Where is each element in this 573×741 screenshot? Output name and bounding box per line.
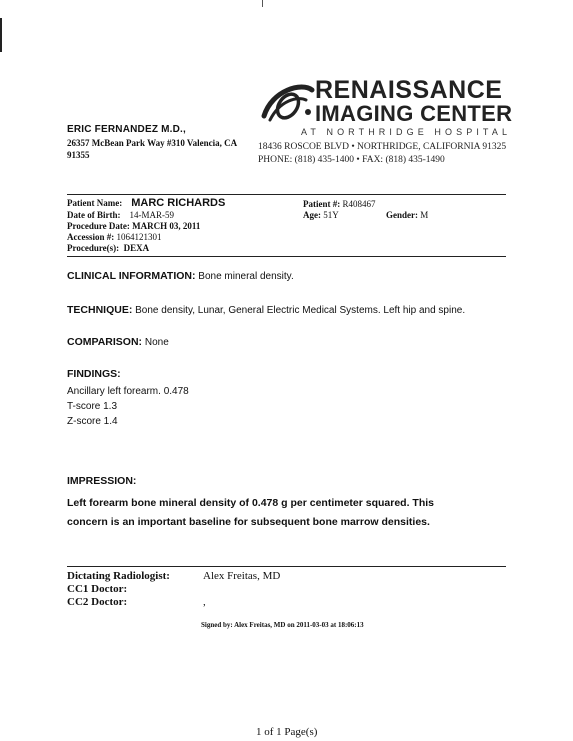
impression-line: Left forearm bone mineral density of 0.478 g per centimeter squared. This — [67, 497, 435, 509]
header-divider — [67, 194, 506, 195]
clinical-heading: CLINICAL INFORMATION: — [67, 270, 196, 282]
center-address: 18436 ROSCOE BLVD • NORTHRIDGE, CALIFORNIA 91325 — [258, 142, 507, 152]
impression-heading: IMPRESSION: — [67, 475, 137, 487]
cc1-doctor-label: CC1 Doctor: — [67, 583, 128, 595]
swirl-logo-icon — [258, 82, 316, 124]
impression-text — [67, 494, 507, 532]
logo-hospital: AT NORTHRIDGE HOSPITAL — [301, 127, 512, 137]
logo-imaging-center: IMAGING CENTER — [315, 101, 513, 126]
patient-name-row — [67, 198, 225, 209]
signature-divider — [67, 566, 506, 567]
patient-divider — [67, 256, 506, 257]
cc2-doctor-value: , — [203, 596, 206, 608]
gender-row — [386, 210, 428, 221]
procedure-date-value: MARCH 03, 2011 — [132, 221, 201, 231]
accession-value: 1064121301 — [116, 232, 162, 242]
dob-value: 14-MAR-59 — [129, 210, 174, 220]
dob-row — [67, 210, 174, 221]
findings-heading-wrap — [67, 368, 121, 380]
patient-number-value: R408467 — [342, 199, 376, 209]
logo-renaissance: RENAISSANCE — [315, 76, 503, 104]
procedures-value: DEXA — [123, 243, 150, 253]
physician-name: ERIC FERNANDEZ M.D., — [67, 124, 186, 135]
patient-name-label: Patient Name: — [67, 198, 123, 208]
technique — [67, 304, 465, 316]
findings-line: Z-score 1.4 — [67, 416, 118, 427]
scan-edge-mark — [0, 18, 2, 52]
dictating-radiologist-value: Alex Freitas, MD — [203, 570, 281, 582]
physician-address-line2: 91355 — [67, 150, 90, 160]
age-label: Age: — [303, 210, 321, 220]
procedures-row — [67, 243, 149, 254]
accession-row — [67, 232, 162, 243]
findings-line: Ancillary left forearm. 0.478 — [67, 386, 189, 397]
age-value: 51Y — [323, 210, 339, 220]
patient-name: MARC RICHARDS — [131, 197, 226, 209]
patient-number-label: Patient #: — [303, 199, 341, 209]
center-contact — [258, 141, 506, 167]
gender-value: M — [420, 210, 429, 220]
cc2-doctor-label: CC2 Doctor: — [67, 596, 128, 608]
patient-number-row — [303, 199, 376, 210]
findings-heading: FINDINGS: — [67, 368, 121, 380]
procedures-label: Procedure(s): — [67, 243, 120, 253]
findings-line: T-score 1.3 — [67, 401, 118, 412]
procedure-date-row — [67, 221, 200, 232]
procedure-date-label: Procedure Date: — [67, 221, 130, 231]
page-count: 1 of 1 Page(s) — [256, 726, 318, 738]
clinical-text: Bone mineral density. — [198, 271, 294, 282]
impression-line: concern is an important baseline for subsequent bone marrow densities. — [67, 516, 430, 528]
center-logo — [258, 76, 513, 138]
technique-heading: TECHNIQUE: — [67, 304, 133, 316]
comparison-text: None — [144, 337, 169, 348]
impression-heading-wrap — [67, 475, 136, 487]
dictating-radiologist-label: Dictating Radiologist: — [67, 570, 170, 582]
scan-edge-mark-top — [262, 0, 263, 7]
physician-address-line1: 26357 McBean Park Way #310 Valencia, CA — [67, 138, 238, 148]
dob-label: Date of Birth: — [67, 210, 121, 220]
clinical-information — [67, 270, 294, 282]
signed-by: Signed by: Alex Freitas, MD on 2011-03-03 at 18:06:13 — [201, 621, 364, 629]
technique-text: Bone density, Lunar, General Electric Medical Systems. Left hip and spine. — [135, 305, 466, 316]
age-row — [303, 210, 339, 221]
referring-physician — [67, 124, 257, 161]
comparison — [67, 336, 169, 348]
accession-label: Accession #: — [67, 232, 115, 242]
gender-label: Gender: — [386, 210, 418, 220]
center-phone-fax: PHONE: (818) 435-1400 • FAX: (818) 435-1490 — [258, 155, 445, 165]
comparison-heading: COMPARISON: — [67, 336, 143, 348]
